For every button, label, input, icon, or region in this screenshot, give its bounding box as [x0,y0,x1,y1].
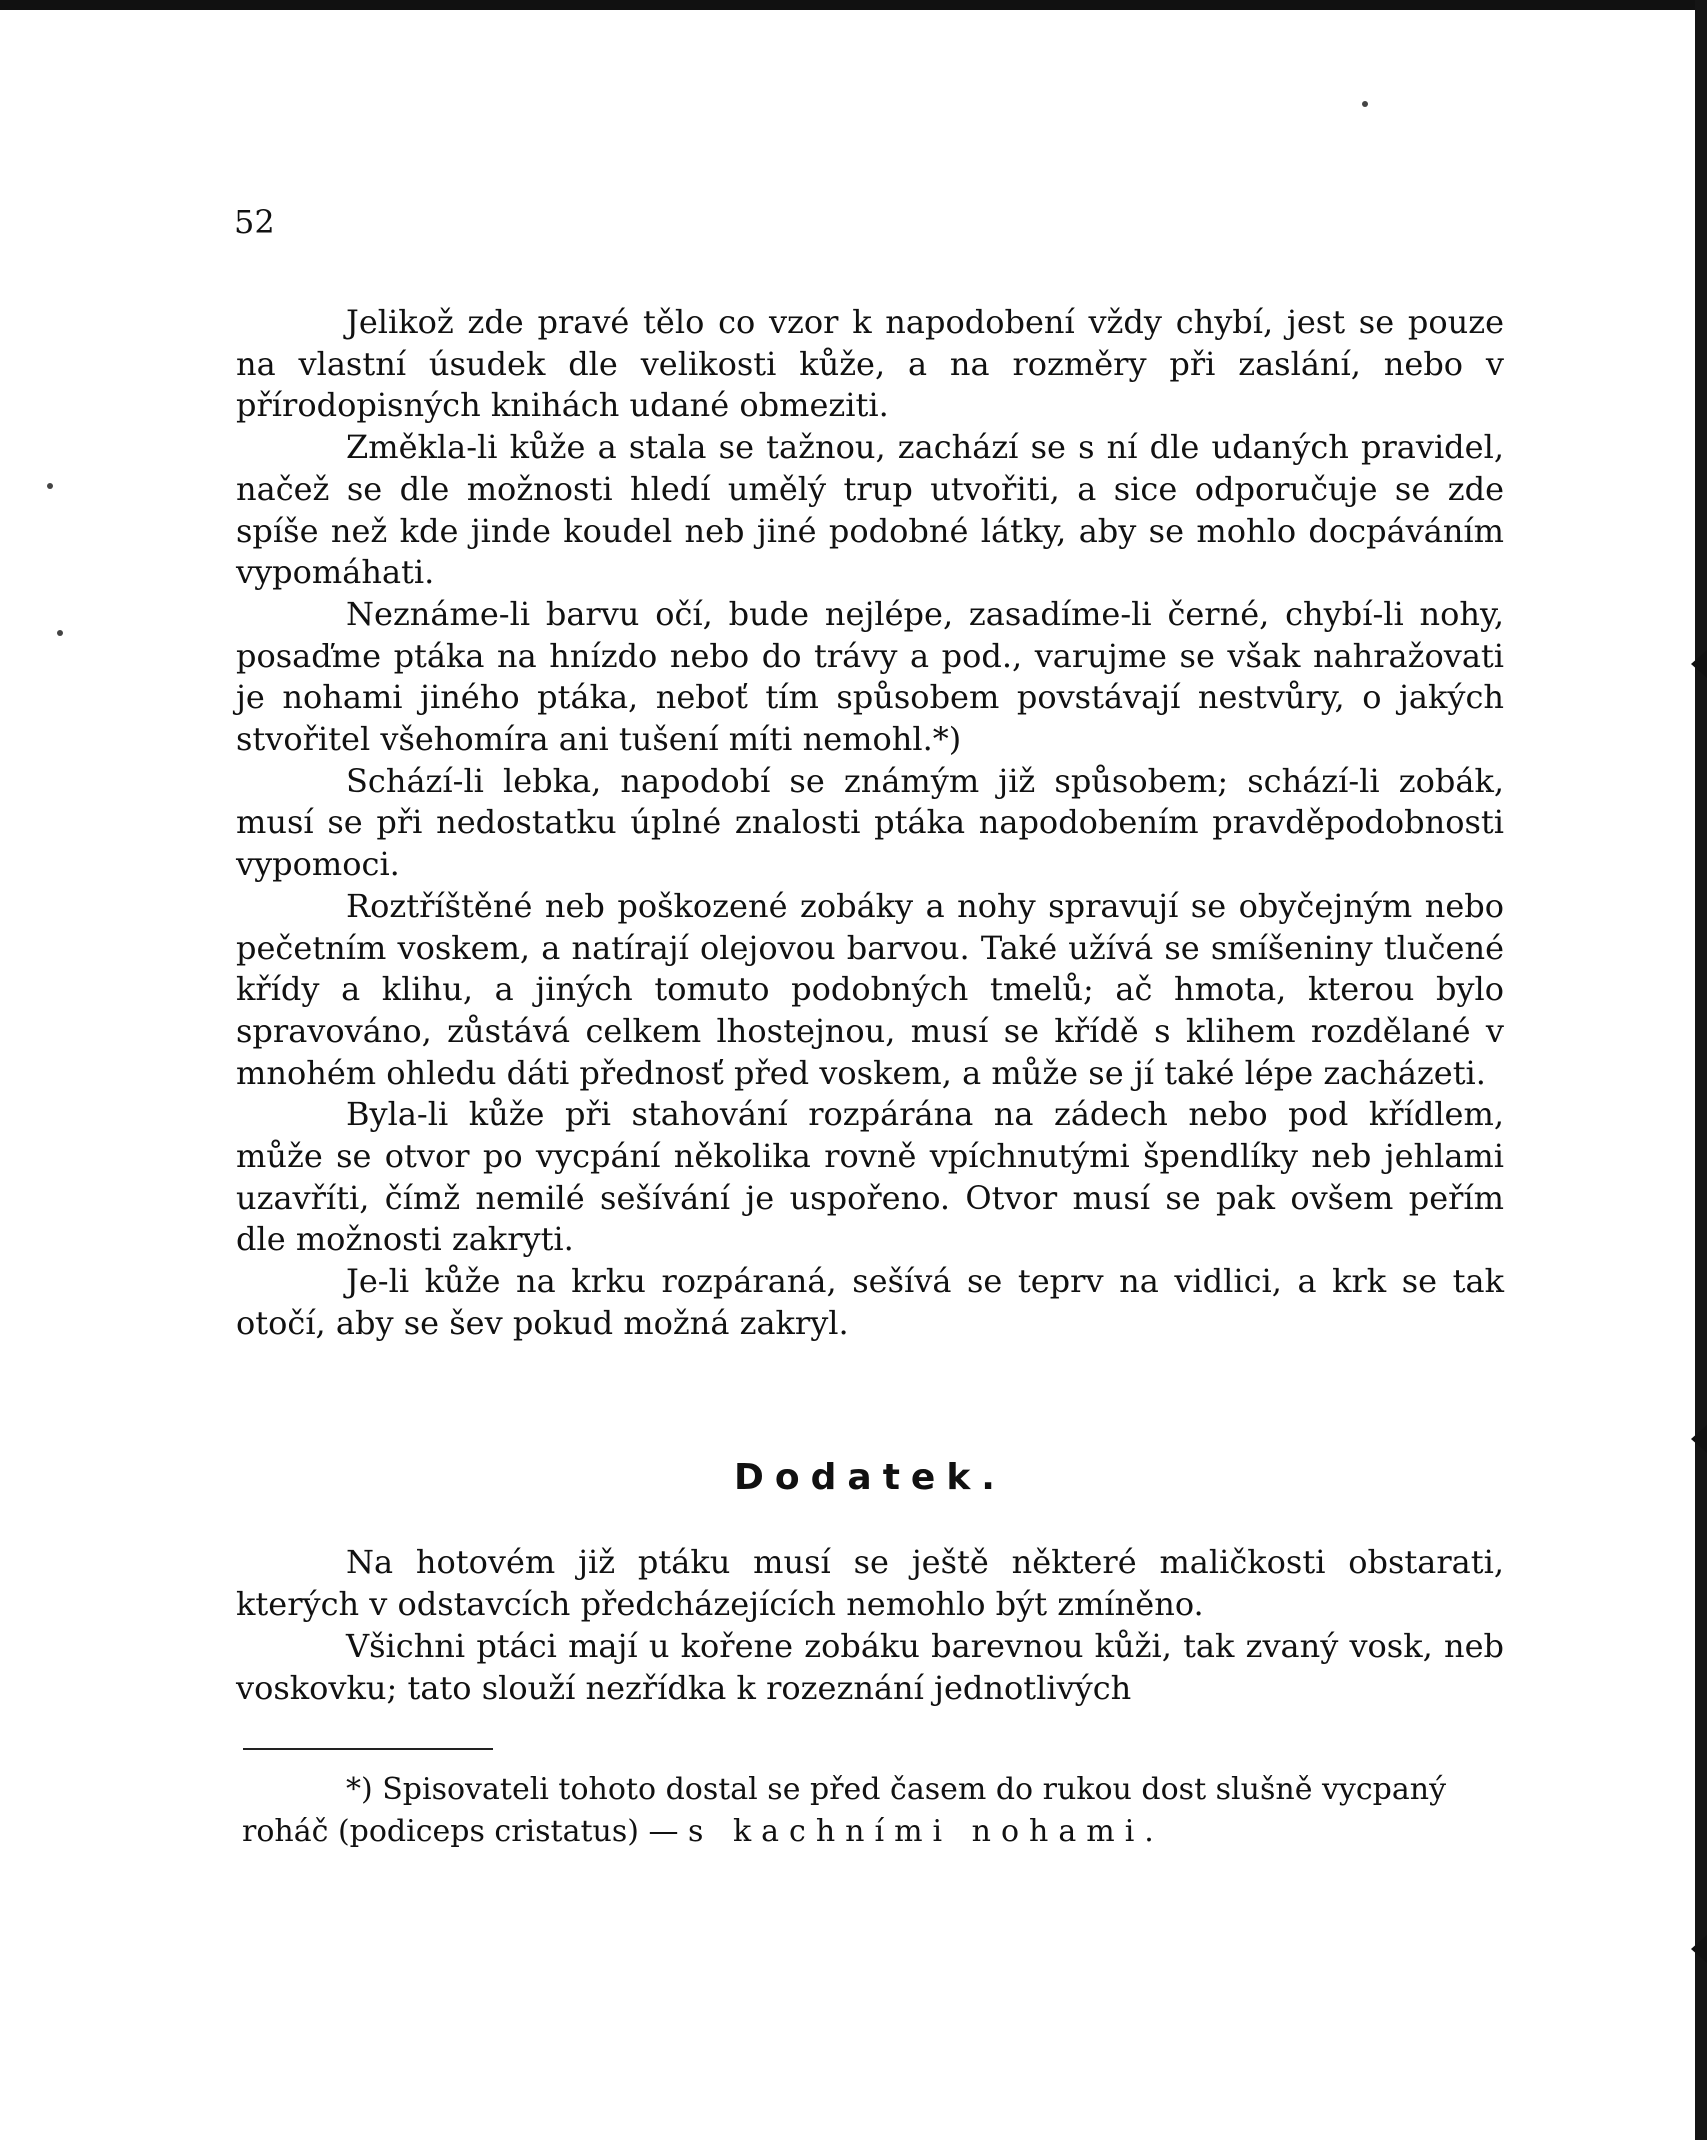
section-heading: Dodatek. [734,1457,1006,1498]
scan-right-edge [1695,0,1707,2140]
margin-dot [57,630,63,636]
footnote-rule [243,1748,493,1750]
edge-marker-icon [1691,1425,1707,1453]
footnote [242,1769,1512,1853]
page-number: 52 [234,203,275,241]
footnote-text: *) Spisovateli tohoto dostal se před časem do rukou dost slušně vycpaný roháč (podiceps cristatus) — [242,1772,1447,1849]
edge-marker-icon [1691,650,1707,678]
edge-marker-icon [1691,1935,1707,1963]
paragraph: Byla-li kůže při stahování rozpárána na zádech nebo pod křídlem, může se otvor po vycpání několika rovně vpíchnutými špendlíky neb jehlami uzavříti, čímž nemilé sešívání je uspořeno. Otvor musí se pak ovšem peřím dle možnosti zakryti. [236,1095,1504,1259]
body-text [236,302,1504,1345]
paragraph: Všichni ptáci mají u kořene zobáku barevnou kůži, tak zvaný vosk, neb voskovku; tato slouží nezřídka k rozeznání jednotlivých [236,1627,1504,1707]
paragraph: Neznáme-li barvu očí, bude nejlépe, zasadíme-li černé, chybí-li nohy, posaďme ptáka na hnízdo nebo do trávy a pod., varujme se však nahražovati je nohami jiného ptáka, neboť tím spůsobem povstávají nestvůry, o jakých stvořitel všehomíra ani tušení míti nemohl.*) [236,594,1504,759]
paragraph: Na hotovém již ptáku musí se ještě některé maličkosti obstarati, kterých v odstavcích předcházejících nemohlo být zmíněno. [236,1543,1504,1623]
scan-top-border [0,0,1707,10]
footnote-emphasis: s kachními nohami. [688,1814,1164,1849]
margin-dot [47,483,53,489]
paragraph: Změkla-li kůže a stala se tažnou, zachází se s ní dle udaných pravidel, načež se dle možnosti hledí umělý trup utvořiti, a sice odporučuje se zde spíše než kde jinde koudel neb jiné podobné látky, aby se mohlo docpáváním vypomáhati. [236,428,1504,592]
paragraph: Roztříštěné neb poškozené zobáky a nohy spravují se obyčejným nebo pečetním voskem, a natírají olejovou barvou. Také užívá se smíšeniny tlučené křídy a klihu, a jiných tomuto podobných tmelů; ač hmota, kterou bylo spravováno, zůstává celkem lhostejnou, musí se křídě s klihem rozdělané v mnohém ohledu dáti přednosť před voskem, a může se jí také lépe zacházeti. [236,886,1504,1092]
paragraph: Je-li kůže na krku rozpáraná, sešívá se teprv na vidlici, a krk se tak otočí, aby se šev pokud možná zakryl. [236,1262,1504,1342]
addendum-text [236,1541,1504,1709]
footnote-paragraph [242,1769,1512,1853]
paragraph: Jelikož zde pravé tělo co vzor k napodobení vždy chybí, jest se pouze na vlastní úsudek dle velikosti kůže, a na rozměry při zaslání, nebo v přírodopisných knihách udané obmeziti. [236,303,1504,425]
margin-dot [1362,101,1368,107]
paragraph: Schází-li lebka, napodobí se známým již spůsobem; schází-li zobák, musí se při nedostatku úplné znalosti ptáka napodobením pravděpodobnosti vypomoci. [236,761,1504,884]
